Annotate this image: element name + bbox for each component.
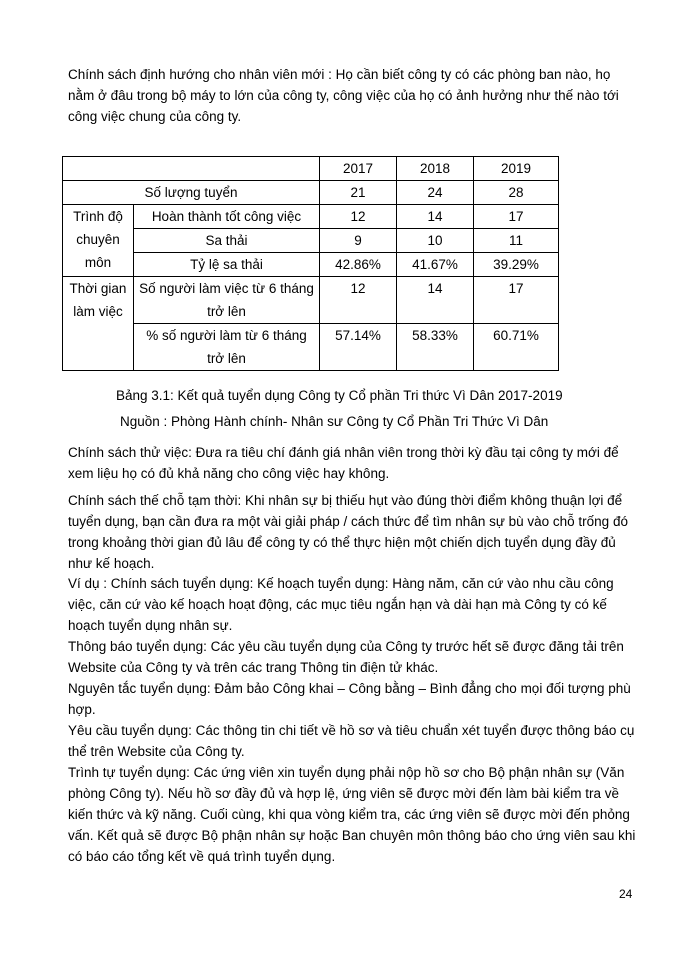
row-label: % số người làm từ 6 tháng trở lên [134,324,320,371]
table-row [63,253,559,277]
table-row [63,229,559,253]
cell-value: 39.29% [474,253,559,277]
table-row [63,324,559,371]
cell-value: 12 [320,277,397,324]
recruitment-results-table [62,156,559,371]
cell-value: 57.14% [320,324,397,371]
paragraph-principle: Nguyên tắc tuyển dụng: Đảm bảo Công khai – Công bằng – Bình đẳng cho mọi đối tượng phù hợp. [68,681,631,717]
cell-value: 60.71% [474,324,559,371]
year-header: 2018 [397,157,474,181]
cell-value: 41.67% [397,253,474,277]
paragraph-requirements: Yêu cầu tuyển dụng: Các thông tin chi tiết về hồ sơ và tiêu chuẩn xét tuyển được thông báo cụ thể trên Website của Công ty. [68,723,635,759]
cell-value: 14 [397,205,474,229]
cell-value: 17 [474,277,559,324]
paragraph-announcement: Thông báo tuyển dụng: Các yêu cầu tuyển dụng của Công ty trước hết sẽ được đăng tải trên Website của Công ty và trên các trang Thông tin điện tử khác. [68,639,624,675]
paragraph-intro: Chính sách định hướng cho nhân viên mới : Họ cần biết công ty có các phòng ban nào, họ nằm ở đâu trong bộ máy to lớn của công ty, công việc của họ có ảnh hưởng như thế nào tới công việc chung của công ty. [68,67,619,124]
row-label: Số lượng tuyển [63,181,320,205]
cell-value: 11 [474,229,559,253]
table-row [63,277,559,324]
cell-value: 24 [397,181,474,205]
paragraph-probation: Chính sách thử việc: Đưa ra tiêu chí đánh giá nhân viên trong thời kỳ đầu tại công ty mới để xem liệu họ có đủ khả năng cho công việc hay không. [68,445,619,481]
group-label: Trình độ chuyên môn [63,205,134,277]
cell-value: 58.33% [397,324,474,371]
table-header-row [63,157,559,181]
paragraph-example: Ví dụ : Chính sách tuyển dụng: Kế hoạch tuyển dụng: Hàng năm, căn cứ vào nhu cầu công việc, căn cứ vào kế hoạch hoạt động, các mục tiêu ngắn hạn và dài hạn mà Công ty có kế hoạch tuyển dụng nhân sự. [68,576,614,633]
paragraph-procedure: Trình tự tuyển dụng: Các ứng viên xin tuyển dụng phải nộp hồ sơ cho Bộ phận nhân sự (Văn phòng Công ty). Nếu hồ sơ đầy đủ và hợp lệ, ứng viên sẽ được mời đến làm bài kiểm tra về kiến thức và kỹ năng. Cuối cùng, khi qua vòng kiểm tra, các ứng viên sẽ được mời đến phỏng vấn. Kết quả sẽ được Bộ phận nhân sự hoặc Ban chuyên môn thông báo cho ứng viên sau khi có báo cáo tổng kết về quá trình tuyển dụng. [68,765,636,864]
cell-value: 12 [320,205,397,229]
group-label: Thời gian làm việc [63,277,134,371]
paragraph-temporary: Chính sách thế chỗ tạm thời: Khi nhân sự bị thiếu hụt vào đúng thời điểm không thuận lợi để tuyển dụng, bạn cần đưa ra một vài giải pháp / cách thức để tìm nhân sự bù vào chỗ trống đó trong khoảng thời gian đủ lâu để công ty có thể thực hiện một chiến dịch tuyển dụng đầy đủ như kế hoạch. [68,493,628,571]
year-header: 2017 [320,157,397,181]
cell-value: 21 [320,181,397,205]
row-label: Tỷ lệ sa thải [134,253,320,277]
row-label: Sa thải [134,229,320,253]
cell-value: 42.86% [320,253,397,277]
cell-value: 28 [474,181,559,205]
table-row [63,205,559,229]
cell-value: 9 [320,229,397,253]
table-caption: Bảng 3.1: Kết quả tuyển dụng Công ty Cổ phần Tri thức Vì Dân 2017-2019 [116,388,563,403]
page-number: 24 [619,887,633,901]
cell-value: 14 [397,277,474,324]
table-row [63,181,559,205]
table-source: Nguồn : Phòng Hành chính- Nhân sư Công ty Cổ Phần Tri Thức Vì Dân [120,414,549,429]
row-label: Hoàn thành tốt công việc [134,205,320,229]
cell-value: 10 [397,229,474,253]
year-header: 2019 [474,157,559,181]
row-label: Số người làm việc từ 6 tháng trở lên [134,277,320,324]
cell-value: 17 [474,205,559,229]
